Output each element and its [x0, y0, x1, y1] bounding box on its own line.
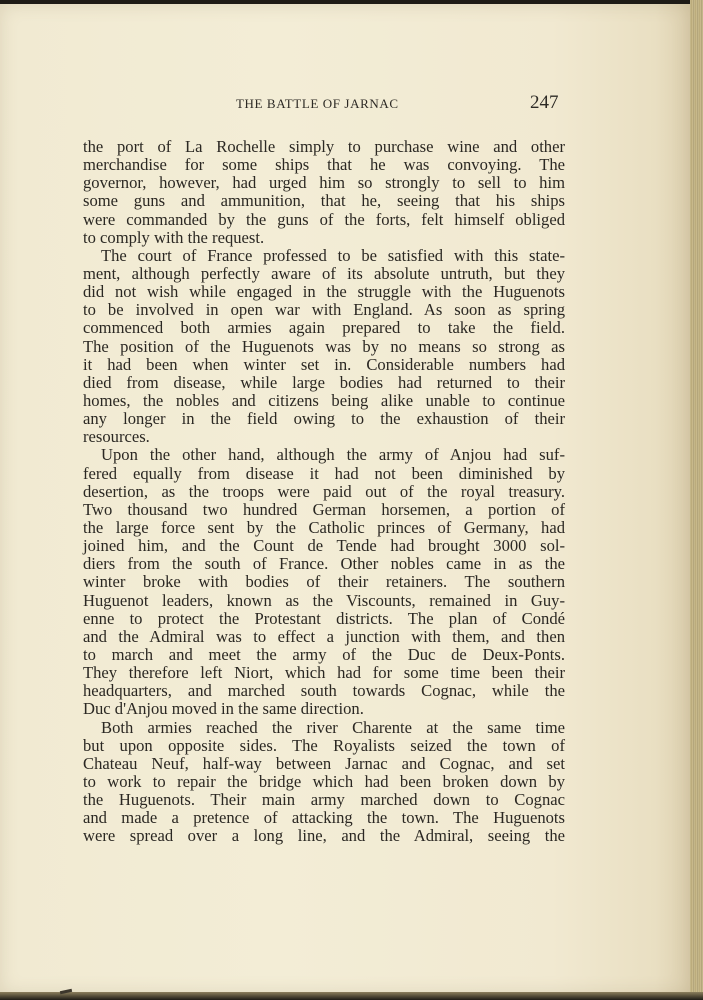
text-line: They therefore left Niort, which had for some time been their: [83, 663, 565, 683]
text-line: some guns and ammunition, that he, seeing that his ships: [83, 191, 565, 211]
text-line: and made a pretence of attacking the town. The Huguenots: [83, 808, 565, 828]
text-line: the Huguenots. Their main army marched down to Cognac: [83, 790, 565, 810]
text-line: to comply with the request.: [83, 227, 265, 247]
text-line: to work to repair the bridge which had been broken down by: [83, 771, 565, 791]
page-edges: [690, 0, 703, 1000]
paper-page: [0, 4, 690, 994]
text-line: The position of the Huguenots was by no means so strong as: [83, 336, 565, 356]
text-line: the large force sent by the Catholic princes of Germany, had: [83, 517, 565, 537]
text-line: fered equally from disease it had not been diminished by: [83, 463, 565, 483]
text-line: any longer in the field owing to the exhaustion of their: [83, 409, 565, 429]
text-line: and the Admiral was to effect a junction with them, and then: [83, 626, 565, 646]
bottom-shadow: [0, 992, 703, 1000]
text-line: Upon the other hand, although the army of Anjou had suf-: [101, 445, 565, 465]
text-line: the port of La Rochelle simply to purchase wine and other: [83, 137, 565, 156]
text-line: Duc d'Anjou moved in the same direction.: [83, 699, 364, 719]
text-line: Chateau Neuf, half-way between Jarnac and Cognac, and set: [83, 753, 565, 773]
text-line: desertion, as the troops were paid out of the royal treasury.: [83, 481, 565, 501]
text-line: were commanded by the guns of the forts, felt himself obliged: [83, 209, 565, 229]
body-text: [83, 138, 565, 845]
text-line: resources.: [83, 427, 150, 447]
text-line: merchandise for some ships that he was convoying. The: [83, 155, 565, 175]
text-line: The court of France professed to be satisfied with this state-: [101, 245, 565, 265]
text-line: winter broke with bodies of their retainers. The southern: [83, 572, 565, 592]
text-line: Both armies reached the river Charente at the same time: [101, 717, 565, 737]
text-line: enne to protect the Protestant districts. The plan of Condé: [83, 608, 565, 628]
text-line: it had been when winter set in. Considerable numbers had: [83, 354, 565, 374]
text-line: homes, the nobles and citizens being alike unable to continue: [83, 390, 565, 410]
running-head: THE BATTLE OF JARNAC: [236, 96, 399, 111]
text-line: were spread over a long line, and the Admiral, seeing the: [83, 826, 565, 846]
text-line: but upon opposite sides. The Royalists seized the town of: [83, 735, 565, 755]
text-line: commenced both armies again prepared to take the field.: [83, 318, 565, 338]
text-line: to be involved in open war with England. As soon as spring: [83, 300, 565, 320]
text-line: did not wish while engaged in the struggle with the Huguenots: [83, 282, 565, 302]
text-line: Two thousand two hundred German horsemen, a portion of: [83, 499, 565, 519]
text-line: to march and meet the army of the Duc de Deux-Ponts.: [83, 644, 565, 664]
text-line: Huguenot leaders, known as the Viscounts, remained in Guy-: [83, 590, 565, 610]
text-line: governor, however, had urged him so strongly to sell to him: [83, 173, 565, 193]
text-line: died from disease, while large bodies had returned to their: [83, 372, 565, 392]
text-line: diers from the south of France. Other nobles came in as the: [83, 554, 565, 574]
page-number: 247: [530, 92, 559, 113]
text-line: headquarters, and marched south towards Cognac, while the: [83, 681, 565, 701]
text-line: ment, although perfectly aware of its absolute untruth, but they: [83, 263, 565, 283]
text-line: joined him, and the Count de Tende had brought 3000 sol-: [83, 536, 565, 556]
